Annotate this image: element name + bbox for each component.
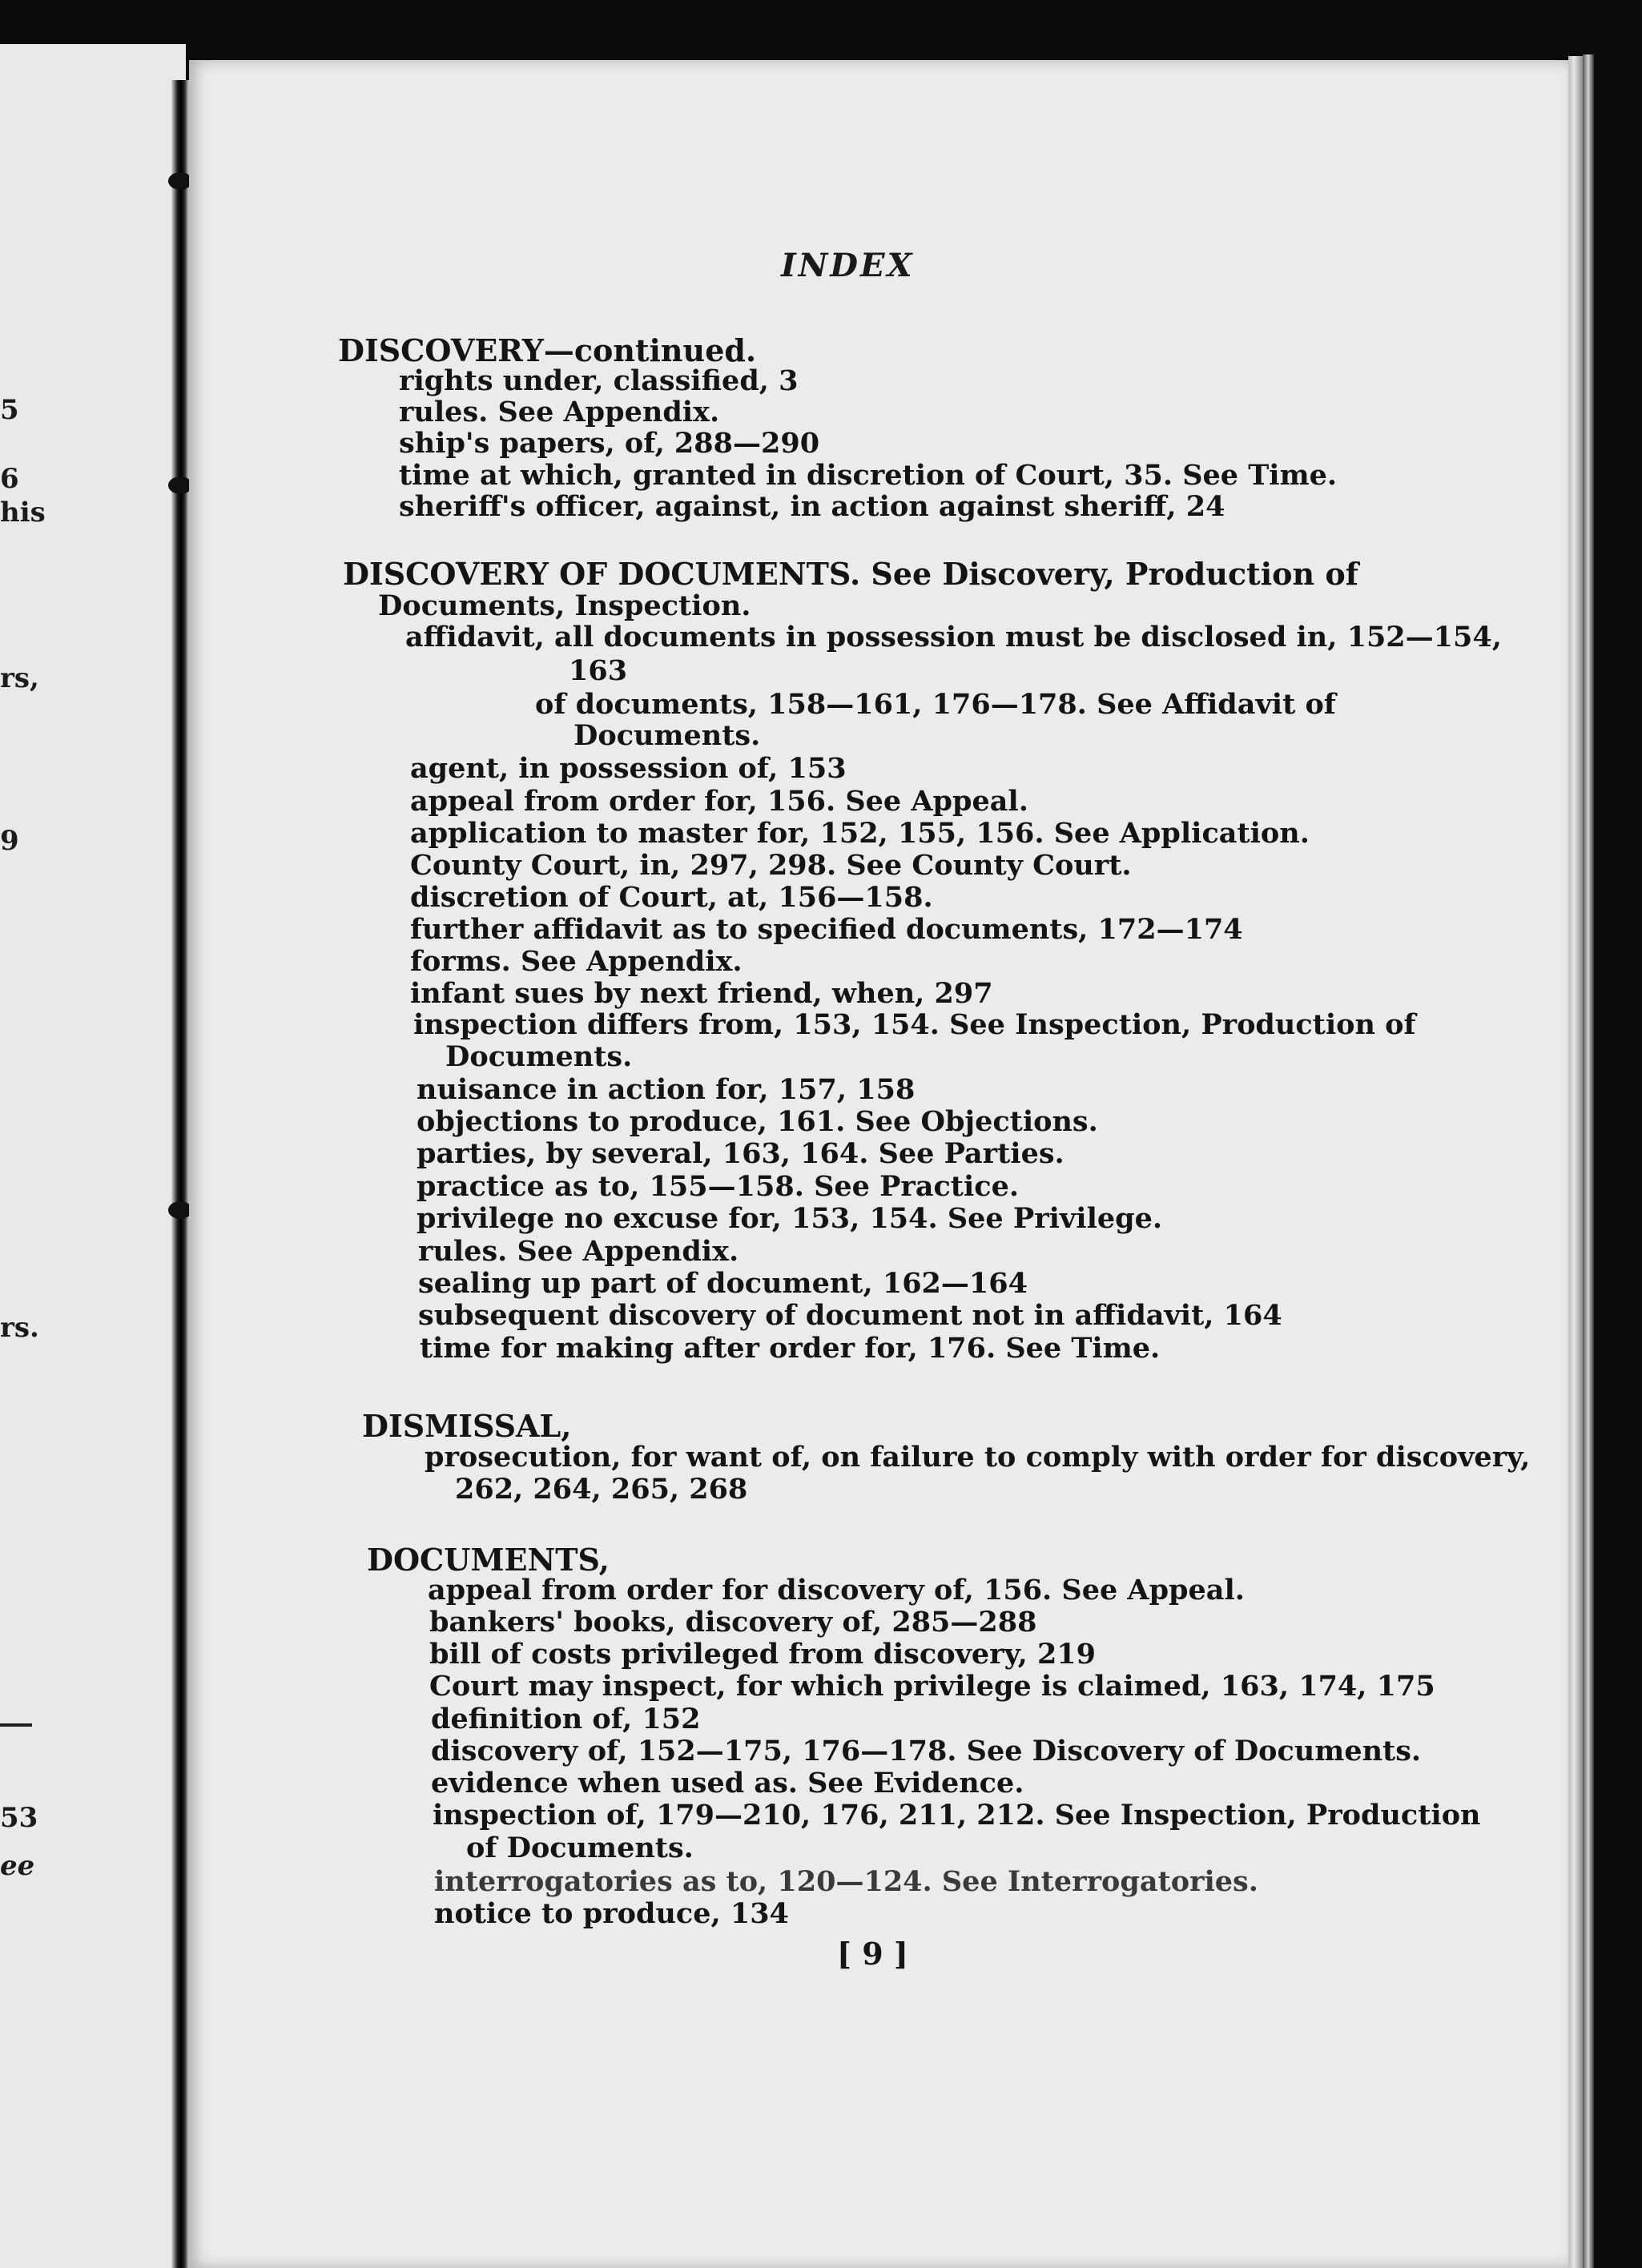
index-entry: forms. See Appendix.	[410, 945, 743, 978]
index-entry: time at which, granted in discretion of Court, 35. See Time.	[399, 459, 1338, 492]
facing-page-fragment: his	[0, 497, 46, 529]
index-heading-documents: DOCUMENTS,	[367, 1542, 610, 1578]
facing-page-fragment: 6	[0, 463, 19, 495]
index-entry: notice to produce, 134	[434, 1897, 789, 1930]
page-number: [ 9 ]	[837, 1936, 908, 1972]
index-entry: bankers' books, discovery of, 285—288	[429, 1606, 1037, 1639]
index-heading-dismissal: DISMISSAL,	[362, 1408, 572, 1444]
index-entry: rights under, classified, 3	[399, 364, 799, 397]
facing-page-fragment: 53	[0, 1802, 38, 1834]
index-entry: County Court, in, 297, 298. See County Court.	[410, 849, 1132, 882]
index-entry: sealing up part of document, 162—164	[418, 1267, 1028, 1300]
index-entry: application to master for, 152, 155, 156. See Application.	[410, 817, 1310, 850]
index-entry: prosecution, for want of, on failure to comply with order for discovery,	[425, 1441, 1531, 1474]
index-entry: appeal from order for, 156. See Appeal.	[410, 785, 1028, 818]
facing-page-fragment: rs.	[0, 1312, 39, 1344]
index-entry: parties, by several, 163, 164. See Parties.	[417, 1137, 1064, 1170]
facing-page-fragment: ee	[0, 1850, 35, 1882]
index-entry: infant sues by next friend, when, 297	[410, 977, 993, 1010]
index-entry: objections to produce, 161. See Objections.	[417, 1105, 1098, 1138]
page-edge-shadow	[1583, 54, 1594, 2268]
facing-page-fragment: 9	[0, 825, 19, 857]
facing-page-fragment: rs,	[0, 662, 39, 694]
index-entry: appeal from order for discovery of, 156. See Appeal.	[428, 1574, 1245, 1606]
index-entry: time for making after order for, 176. See Time.	[420, 1332, 1161, 1365]
index-heading-discovery-continued: DISCOVERY—continued.	[338, 332, 757, 368]
index-entry: subsequent discovery of document not in affidavit, 164	[418, 1299, 1282, 1332]
index-heading-discovery-of-documents: DISCOVERY OF DOCUMENTS. See Discovery, Production of	[343, 556, 1359, 592]
running-head: INDEX	[781, 247, 915, 284]
index-entry-continuation: 262, 264, 265, 268	[455, 1473, 748, 1506]
page-edge	[1568, 56, 1583, 2268]
index-entry: bill of costs privileged from discovery, 219	[429, 1638, 1097, 1671]
index-entry: discovery of, 152—175, 176—178. See Discovery of Documents.	[431, 1735, 1422, 1767]
index-entry: agent, in possession of, 153	[410, 752, 847, 785]
index-entry: affidavit, all documents in possession must be disclosed in, 152—154,	[405, 621, 1502, 653]
index-entry: discretion of Court, at, 156—158.	[410, 881, 933, 914]
index-entry: further affidavit as to specified documents, 172—174	[410, 913, 1243, 946]
facing-page-fragment: 5	[0, 394, 19, 426]
index-entry: privilege no excuse for, 153, 154. See Privilege.	[417, 1202, 1163, 1235]
index-entry: definition of, 152	[431, 1703, 701, 1735]
facing-page-rule	[0, 1723, 32, 1727]
index-entry: inspection of, 179—210, 176, 211, 212. See Inspection, Production	[433, 1799, 1481, 1832]
index-entry: rules. See Appendix.	[418, 1235, 739, 1268]
index-entry: interrogatories as to, 120—124. See Interrogatories.	[434, 1865, 1258, 1898]
index-entry: inspection differs from, 153, 154. See Inspection, Production of	[413, 1008, 1416, 1041]
index-entry: evidence when used as. See Evidence.	[431, 1767, 1024, 1800]
book-spine	[171, 80, 189, 2268]
index-entry: nuisance in action for, 157, 158	[417, 1073, 916, 1106]
index-entry-continuation: Documents.	[573, 719, 761, 752]
index-subentry: of documents, 158—161, 176—178. See Affidavit of	[535, 688, 1336, 721]
index-entry-continuation: Documents, Inspection.	[378, 589, 751, 622]
index-entry: sheriff's officer, against, in action against sheriff, 24	[399, 490, 1225, 523]
index-entry: ship's papers, of, 288—290	[399, 427, 820, 460]
index-entry-continuation: of Documents.	[466, 1832, 694, 1864]
index-entry: rules. See Appendix.	[399, 396, 720, 428]
index-entry-continuation: Documents.	[445, 1040, 633, 1073]
facing-page	[0, 44, 186, 2268]
index-entry: practice as to, 155—158. See Practice.	[417, 1170, 1020, 1203]
index-entry: Court may inspect, for which privilege is claimed, 163, 174, 175	[429, 1670, 1435, 1703]
index-entry-continuation: 163	[569, 654, 628, 687]
